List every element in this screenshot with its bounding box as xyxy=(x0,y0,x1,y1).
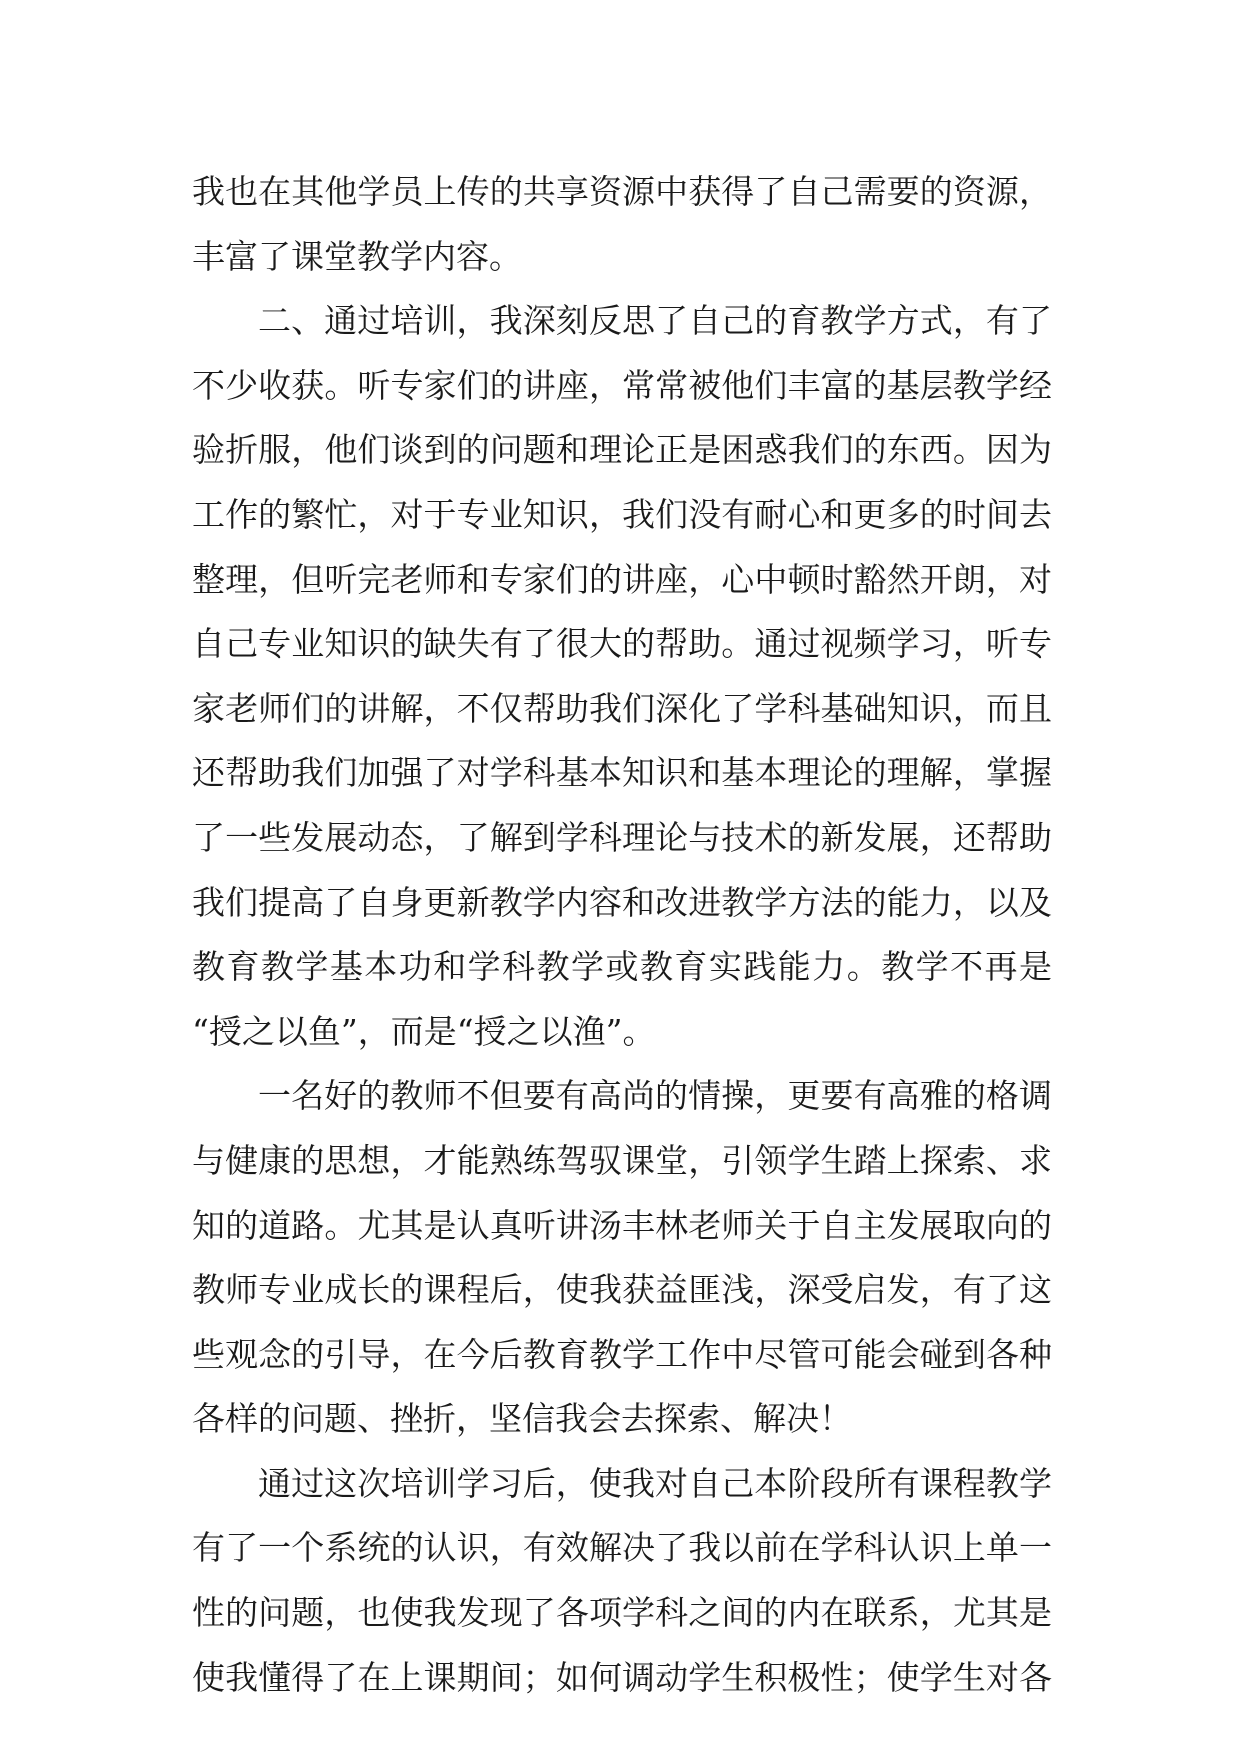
text-line: 自己专业知识的缺失有了很大的帮助。通过视频学习，听专 xyxy=(192,624,1052,664)
document-body xyxy=(192,160,1052,1710)
text-line: 我也在其他学员上传的共享资源中获得了自己需要的资源， xyxy=(192,172,1052,211)
text-line: 还帮助我们加强了对学科基本知识和基本理论的理解，掌握 xyxy=(192,753,1052,793)
text-line: 整理，但听完老师和专家们的讲座，心中顿时豁然开朗，对 xyxy=(192,559,1052,599)
paragraph-start-line: 通过这次培训学习后，使我对自己本阶段所有课程教学 xyxy=(258,1463,1052,1503)
text-line: 知的道路。尤其是认真听讲汤丰林老师关于自主发展取向的 xyxy=(192,1205,1052,1245)
text-line: 有了一个系统的认识，有效解决了我以前在学科认识上单一 xyxy=(192,1528,1052,1568)
text-line: 教育教学基本功和学科教学或教育实践能力。教学不再是 xyxy=(192,947,1052,987)
text-line: 我们提高了自身更新教学内容和改进教学方法的能力，以及 xyxy=(192,882,1052,922)
text-line: 工作的繁忙，对于专业知识，我们没有耐心和更多的时间去 xyxy=(192,494,1052,534)
paragraph-start-line: 一名好的教师不但要有高尚的情操，更要有高雅的格调 xyxy=(258,1076,1052,1116)
text-line: 教师专业成长的课程后，使我获益匪浅，深受启发，有了这 xyxy=(192,1270,1052,1310)
text-line: 家老师们的讲解，不仅帮助我们深化了学科基础知识，而且 xyxy=(192,688,1052,728)
text-line: 验折服，他们谈到的问题和理论正是困惑我们的东西。因为 xyxy=(192,430,1052,470)
text-line: 不少收获。听专家们的讲座，常常被他们丰富的基层教学经 xyxy=(192,365,1052,405)
text-line: 性的问题，也使我发现了各项学科之间的内在联系，尤其是 xyxy=(192,1593,1052,1633)
text-line: 使我懂得了在上课期间；如何调动学生积极性；使学生对各 xyxy=(192,1657,1052,1697)
text-line: 各样的问题、挫折，坚信我会去探索、解决！ xyxy=(192,1399,852,1439)
text-line: 与健康的思想，才能熟练驾驭课堂，引领学生踏上探索、求 xyxy=(192,1140,1052,1180)
paragraph-start-line: 二、通过培训，我深刻反思了自己的育教学方式，有了 xyxy=(258,301,1052,341)
text-line: 了一些发展动态，了解到学科理论与技术的新发展，还帮助 xyxy=(192,817,1052,857)
text-line: “授之以鱼”，而是“授之以渔”。 xyxy=(192,1011,656,1051)
text-line: 些观念的引导，在今后教育教学工作中尽管可能会碰到各种 xyxy=(192,1334,1052,1374)
text-line: 丰富了课堂教学内容。 xyxy=(192,236,522,276)
